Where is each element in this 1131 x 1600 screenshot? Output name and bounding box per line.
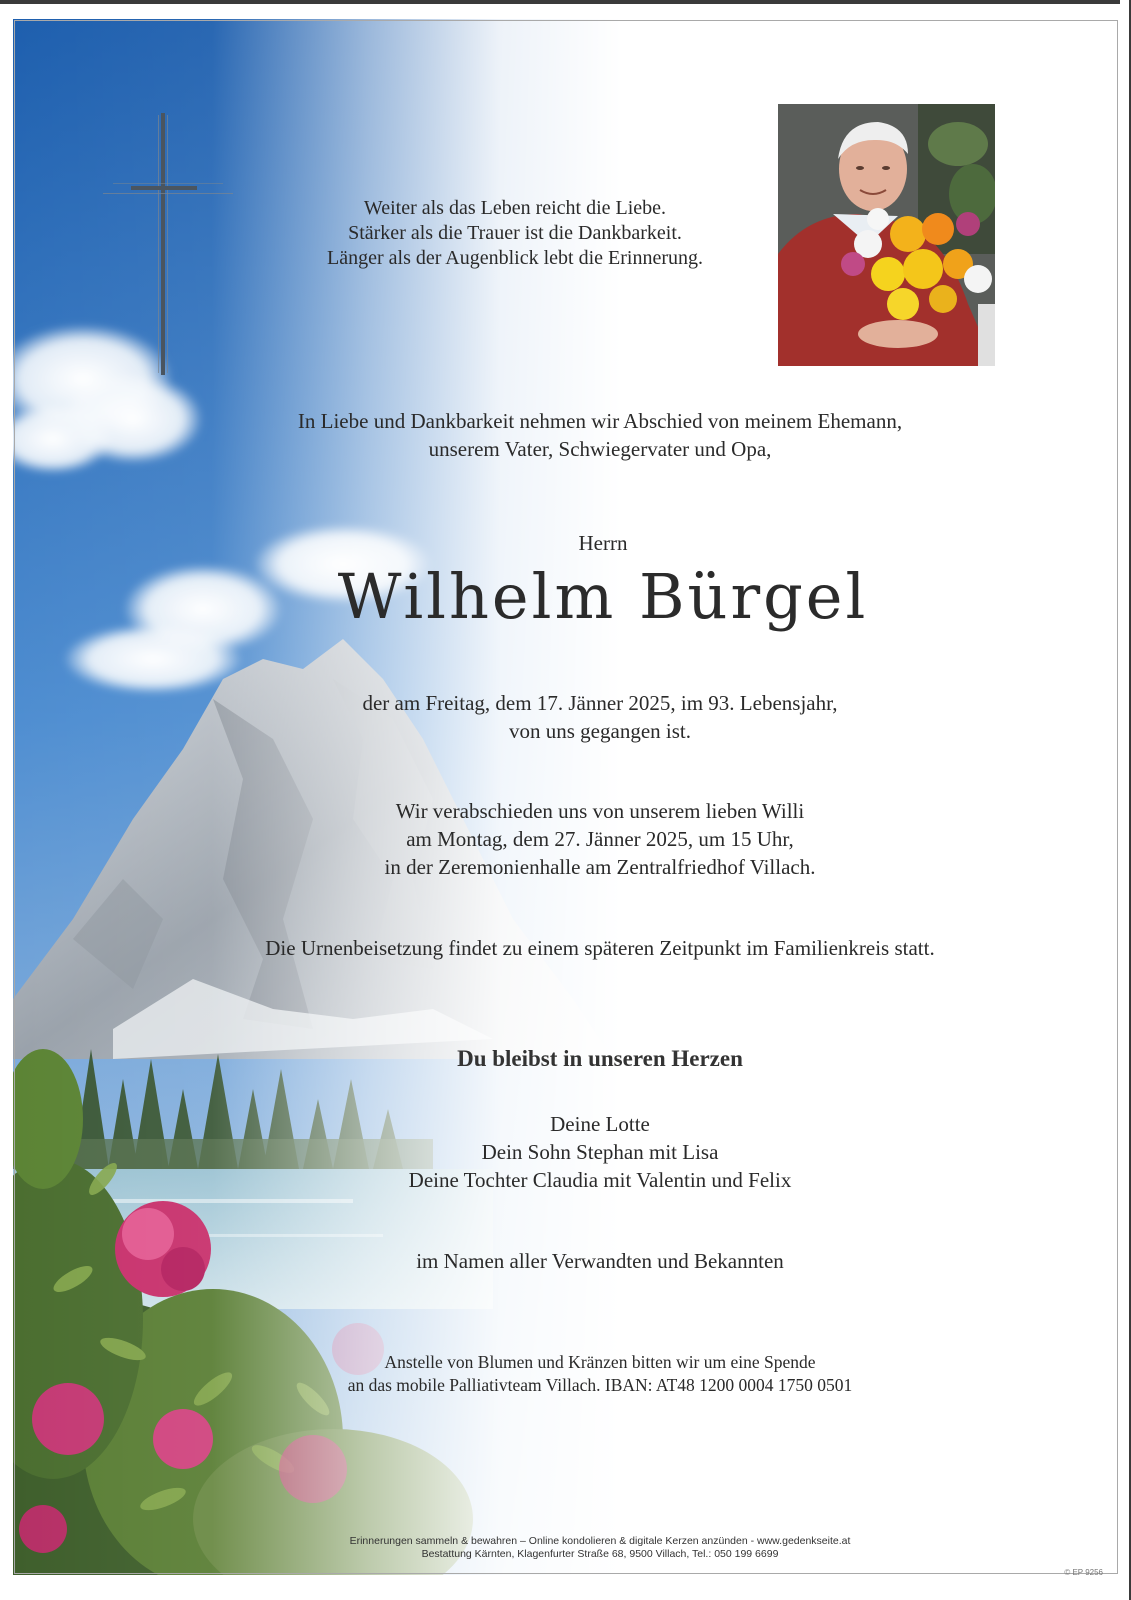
- product-code: © EP 9256: [1064, 1568, 1103, 1577]
- donation-line: an das mobile Palliativteam Villach. IBAN: AT48 1200 0004 1750 0501: [347, 1375, 853, 1395]
- family-member: Dein Sohn Stephan mit Lisa: [481, 1140, 719, 1164]
- motto: Du bleibst in unseren Herzen: [457, 1046, 743, 1071]
- service-line: Wir verabschieden uns von unserem lieben Willi: [395, 799, 805, 823]
- poem-line: Weiter als das Leben reicht die Liebe.: [363, 197, 667, 219]
- donation-line: Anstelle von Blumen und Kränzen bitten wir um eine Spende: [384, 1352, 816, 1372]
- death-notice-line: der am Freitag, dem 17. Jänner 2025, im 93. Lebensjahr,: [362, 691, 838, 715]
- portrait-photo: [778, 104, 995, 366]
- service-line: in der Zeremonienhalle am Zentralfriedhof Villach.: [384, 855, 816, 879]
- service-details: [250, 797, 950, 881]
- urn-burial-notice: Die Urnenbeisetzung findet zu einem späteren Zeitpunkt im Familienkreis statt.: [265, 936, 935, 960]
- poem-line: Länger als der Augenblick lebt die Erinnerung.: [327, 247, 703, 269]
- family-member: Deine Tochter Claudia mit Valentin und Felix: [408, 1168, 792, 1192]
- poem: [285, 196, 745, 271]
- death-notice-line: von uns gegangen ist.: [509, 719, 691, 743]
- top-edge-line: [0, 0, 1120, 4]
- footer-line: Bestattung Kärnten, Klagenfurter Straße 68, 9500 Villach, Tel.: 050 199 6699: [421, 1548, 779, 1560]
- intro-text: [190, 407, 1010, 463]
- footer-line: Erinnerungen sammeln & bewahren – Online kondolieren & digitale Kerzen anzünden - www.gedenkseite.at: [349, 1535, 851, 1547]
- family-member: Deine Lotte: [550, 1112, 650, 1136]
- poem-line: Stärker als die Trauer ist die Dankbarkeit.: [348, 222, 682, 244]
- relatives-note: im Namen aller Verwandten und Bekannten: [416, 1249, 784, 1273]
- cross-icon: [103, 113, 243, 393]
- death-notice: [250, 689, 950, 745]
- intro-line: unserem Vater, Schwiegervater und Opa,: [428, 437, 772, 461]
- service-line: am Montag, dem 27. Jänner 2025, um 15 Uhr,: [406, 827, 794, 851]
- deceased-name: Wilhelm Bürgel: [337, 560, 869, 633]
- salutation: Herrn: [578, 531, 628, 555]
- footer: [260, 1535, 940, 1561]
- intro-line: In Liebe und Dankbarkeit nehmen wir Abschied von meinem Ehemann,: [297, 409, 903, 433]
- family-list: [300, 1110, 900, 1194]
- donation-request: [250, 1351, 950, 1397]
